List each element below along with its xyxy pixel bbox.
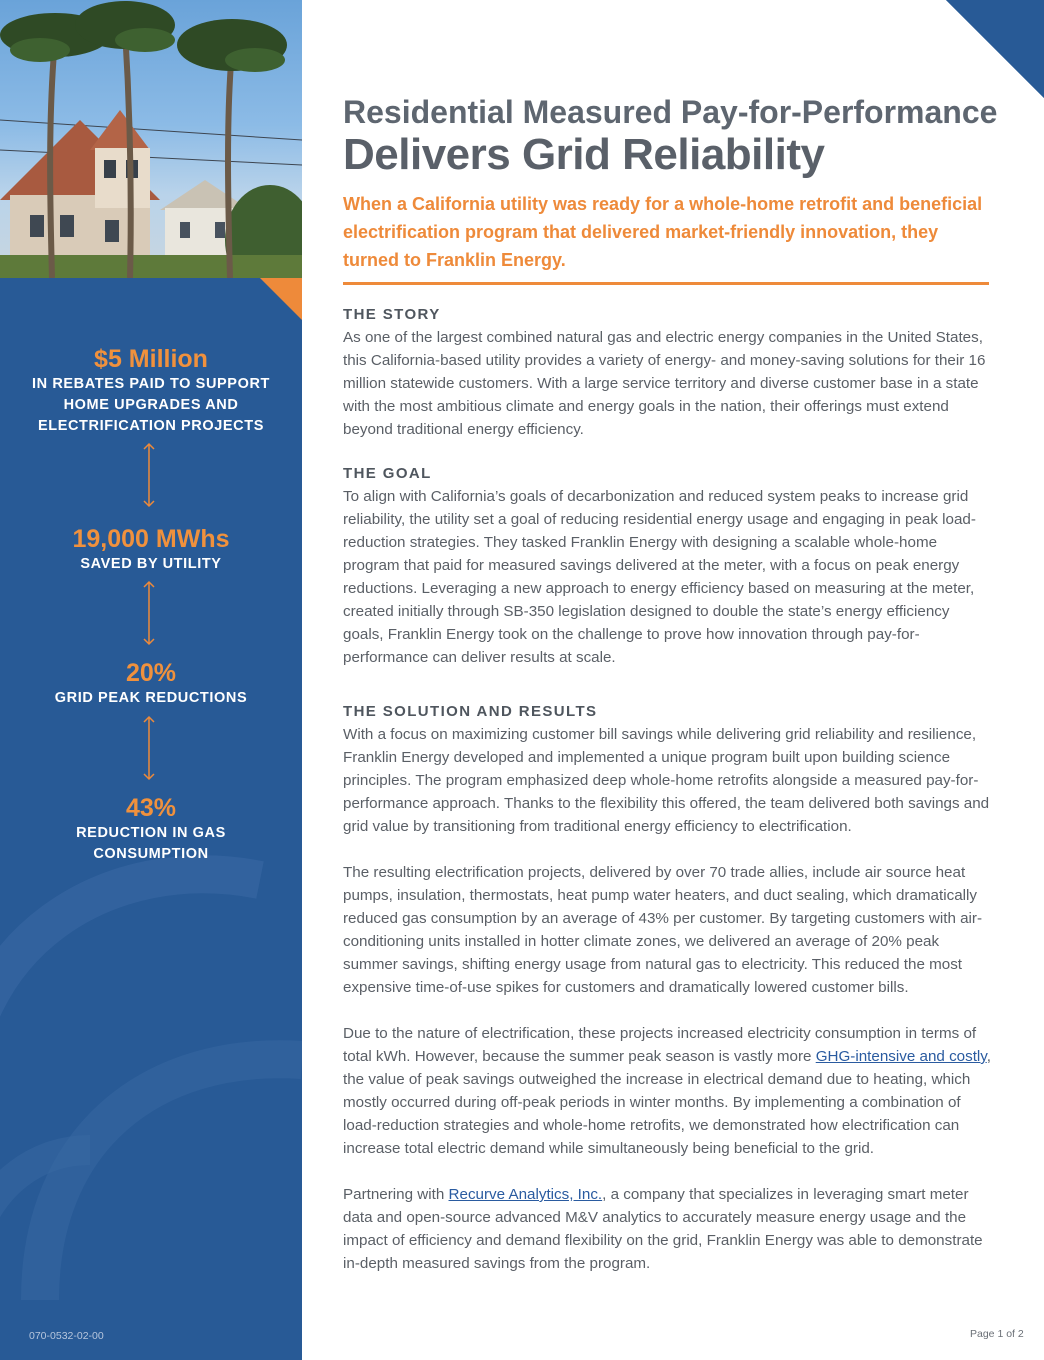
solution-paragraph-3 <box>343 1022 993 1160</box>
double-arrow-icon <box>143 715 155 781</box>
section-heading: THE STORY <box>343 306 441 323</box>
stat-gas-reduction <box>0 793 302 865</box>
orange-corner-accent <box>260 278 302 320</box>
paragraph-text: , the value of peak savings outweighed the increase in electrical demand due to heating, which mostly occurred during off-peak periods in winter months. By implementing a combination of load-reduction strategies and whole-home retrofits, we demonstrated how electrification can increase total electric demand while simultaneously being beneficial to the grid. <box>343 1048 992 1157</box>
section-heading: THE SOLUTION AND RESULTS <box>343 703 598 720</box>
stat-value: $5 Million <box>94 345 208 373</box>
stat-value: 43% <box>125 794 177 822</box>
solution-paragraph-1: With a focus on maximizing customer bill savings while delivering grid reliability and resilience, Franklin Energy developed and implemented a unique program built upon building science principles. The program emphasized deep whole-home retrofits alongside a measured pay-for-performance approach. Thanks to the flexibility this offered, the team delivered both savings and grid value by transitioning from traditional energy efficiency to electrification. <box>343 726 990 835</box>
solution-paragraph-4 <box>343 1183 993 1275</box>
photo-illustration <box>0 0 302 278</box>
paragraph-text: Due to the nature of electrification, these projects increased electricity consumption in terms of total kWh. However, because the summer peak season is vastly more <box>343 1025 977 1065</box>
orange-divider <box>343 282 989 285</box>
sidebar <box>0 0 302 1360</box>
document-code: 070-0532-02-00 <box>29 1330 104 1342</box>
recurve-analytics-link[interactable]: Recurve Analytics, Inc. <box>448 1186 603 1203</box>
stat-rebates <box>0 344 302 437</box>
double-arrow-icon <box>143 580 155 646</box>
page-title-line2: Delivers Grid Reliability <box>343 130 825 179</box>
corner-cut-decoration <box>946 0 1044 98</box>
stat-caption: GRID PEAK REDUCTIONS <box>54 690 248 706</box>
page-title-line1: Residential Measured Pay-for-Performance <box>343 94 998 130</box>
main-content <box>343 94 998 1275</box>
paragraph-text: , a company that specializes in leveraging smart meter data and open-source advanced M&V analytics to accurately measure energy usage and the impact of efficiency and demand flexibility on the grid, Franklin Energy was able to demonstrate in-depth measured savings from the program. <box>343 1186 983 1272</box>
double-arrow-icon <box>143 442 155 508</box>
ghg-intensive-link[interactable]: GHG-intensive and costly <box>815 1048 987 1065</box>
stat-caption: SAVED BY UTILITY <box>80 556 222 572</box>
stat-grid-peak <box>0 658 302 709</box>
stat-value: 19,000 MWhs <box>72 525 230 553</box>
logo-watermark-swoosh <box>0 820 302 1360</box>
solution-paragraph-2: The resulting electrification projects, delivered by over 70 trade allies, include air source heat pumps, insulation, thermostats, heat pump water heaters, and duct sealing, which dramatically reduced gas consumption by an average of 43% per customer. By targeting customers with air-conditioning units installed in hotter climate zones, we delivered an average of 20% peak summer savings, shifting energy usage from natural gas to electricity. This reduced the most expensive time-of-use spikes for customers and dramatically lowered customer bills. <box>343 864 983 996</box>
section-solution <box>343 701 993 1275</box>
stat-value: 20% <box>125 659 177 687</box>
section-goal <box>343 463 993 669</box>
section-text: As one of the largest combined natural gas and electric energy companies in the United States, this California-based utility provides a variety of energy- and money-saving solutions for their 16 million statewide customers. With a large service territory and diverse customer base in a state with the most ambitious climate and energy goals in the nation, their offerings must extend beyond traditional energy efficiency. <box>343 329 986 438</box>
page-number: Page 1 of 2 <box>970 1328 1024 1340</box>
section-story <box>343 304 993 441</box>
section-text: To align with California’s goals of decarbonization and reduced system peaks to increase grid reliability, the utility set a goal of reducing residential energy usage and engaging in peak load-reduction strategies. They tasked Franklin Energy with designing a scalable whole-home program that paid for measured savings delivered at the meter, with a focus on peak energy reductions. Leveraging a new approach to energy efficiency based on measuring at the meter, created initially through SB-350 legislation designed to double the state’s energy efficiency goals, Franklin Energy took on the challenge to prove how innovation through pay-for-performance can deliver results at scale. <box>343 488 976 666</box>
section-heading: THE GOAL <box>343 465 432 482</box>
stat-caption: REDUCTION IN GAS CONSUMPTION <box>76 825 226 862</box>
stat-mwhs <box>0 524 302 575</box>
stat-caption: IN REBATES PAID TO SUPPORT HOME UPGRADES AND ELECTRIFICATION PROJECTS <box>32 376 270 434</box>
lede-text: When a California utility was ready for a whole-home retrofit and beneficial electrification program that delivered market-friendly innovation, they turned to Franklin Energy. <box>343 194 983 270</box>
paragraph-text: Partnering with <box>343 1186 449 1203</box>
house-palm-trees-photo <box>0 0 302 278</box>
